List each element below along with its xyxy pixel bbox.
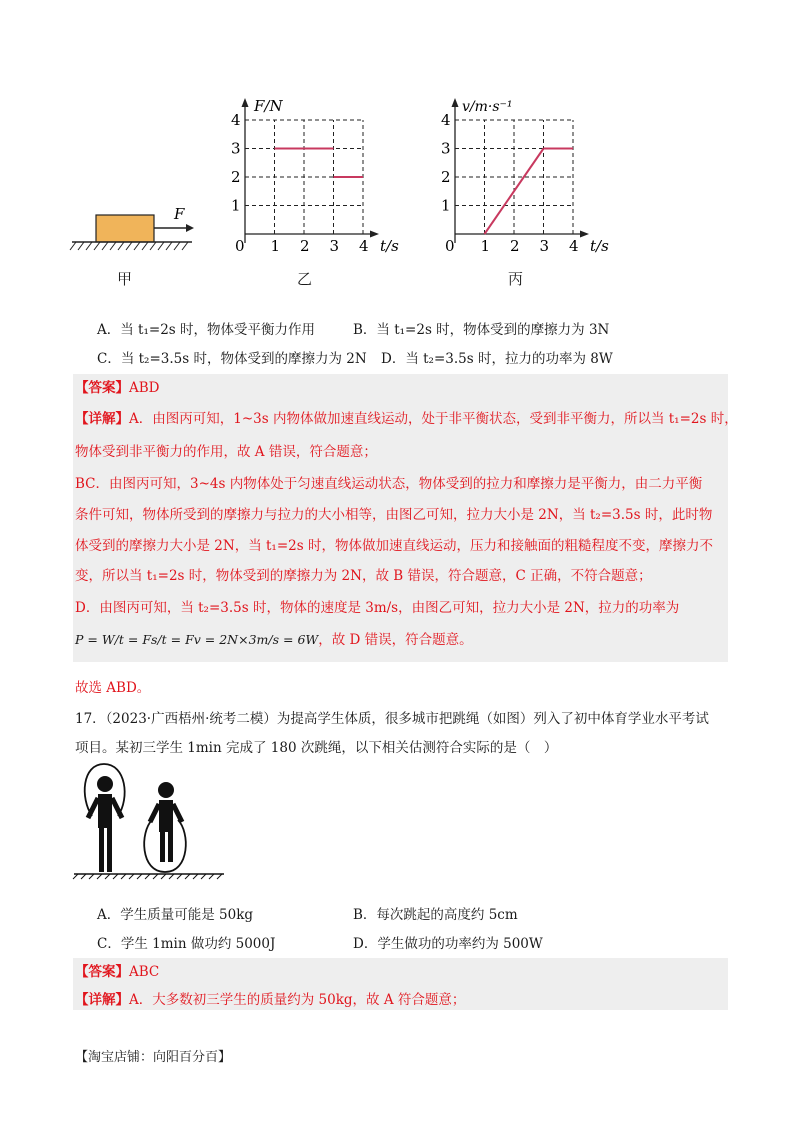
x-tick-label: 4 (359, 237, 369, 255)
x-tick-label: 1 (270, 237, 281, 255)
x-tick-label: 3 (329, 237, 340, 255)
q16-detail-line-7: D．由图丙可知，当 t₂=3.5s 时，物体的速度是 3m/s，由图乙可知，拉力大小是 2N，拉力的功率为 (75, 600, 680, 616)
leg-right-a (160, 832, 165, 862)
q16-option-a: A．当 t₁=2s 时，物体受平衡力作用 (97, 322, 315, 338)
leg-right-b (168, 832, 173, 862)
arm-right-a (150, 804, 159, 822)
leg-left-a (99, 828, 104, 872)
y-tick-label: 3 (231, 139, 241, 158)
ground-hatch (70, 242, 188, 250)
q16-answer (75, 376, 160, 396)
x-tick-label: 4 (569, 237, 579, 255)
x-tick-label: 2 (300, 237, 310, 255)
q16-detail-line-6: 变，所以当 t₁=2s 时，物体受到的摩擦力为 2N，故 B 错误，符合题意，C 正确，不符合题意； (75, 568, 652, 584)
y-tick-label: 2 (231, 168, 241, 186)
x-tick-label: 3 (539, 237, 550, 255)
q16-formula-line (75, 628, 473, 648)
figure-yi-caption: 乙 (297, 270, 313, 288)
q17-option-d: D．学生做功的功率约为 500W (353, 936, 543, 952)
q16-detail-line-3: BC．由图丙可知，3~4s 内物体处于匀速直线运动状态，物体受到的拉力和摩擦力是平衡力，由二力平衡 (75, 476, 703, 492)
arm-right-b (173, 804, 182, 822)
y-tick-label: 4 (441, 111, 451, 129)
y-axis-arrow-icon (452, 98, 459, 107)
y-tick-label: 1 (441, 196, 451, 215)
head-left (97, 776, 113, 792)
answer-value: ABC (129, 964, 160, 980)
q16-option-d: D．当 t₂=3.5s 时，拉力的功率为 8W (381, 351, 613, 367)
leg-left-b (107, 828, 112, 872)
answer-value: ABD (129, 380, 160, 396)
q17-option-a: A．学生质量可能是 50kg (97, 907, 254, 923)
x-tick-label: 0 (445, 237, 455, 255)
detail-text: A．大多数初三学生的质量约为 50kg，故 A 符合题意； (129, 992, 466, 1008)
q17-stem-line-2: 项目。某初三学生 1min 完成了 180 次跳绳，以下相关估测符合实际的是（ ） (75, 740, 558, 756)
head-right (158, 782, 174, 798)
x-tick-label: 0 (235, 237, 245, 255)
detail-tag: 【详解】 (75, 411, 129, 427)
grid (455, 120, 573, 234)
answer-tag: 【答案】 (75, 380, 129, 396)
figure-jia-caption: 甲 (117, 270, 133, 288)
figure-bing-chart (438, 95, 623, 260)
q17-stem-line-1: 17．（2023·广西梧州·统考二模）为提高学生体质，很多城市把跳绳（如图）列入了初中体育学业水平考试 (75, 711, 709, 727)
footer-shop-label: 【淘宝店铺：向阳百分百】 (75, 1050, 232, 1065)
detail-text: A．由图丙可知，1~3s 内物体做加速直线运动，处于非平衡状态，受到非平衡力，所以当 t₁=2s 时， (129, 411, 738, 427)
figure-yi-chart (228, 95, 413, 260)
q16-detail-line-2: 物体受到非平衡力的作用，故 A 错误，符合题意； (75, 444, 377, 460)
arm-left-b (112, 798, 122, 818)
formula-tail: ，故 D 错误，符合题意。 (318, 632, 473, 648)
q17-answer (75, 960, 159, 980)
x-axis-label: t/s (590, 237, 609, 255)
x-axis-arrow-icon (370, 231, 379, 238)
y-axis-arrow-icon (242, 98, 249, 107)
q16-option-b: B．当 t₁=2s 时，物体受到的摩擦力为 3N (353, 322, 610, 338)
y-axis-label: v/m·s⁻¹ (462, 99, 513, 115)
x-axis-arrow-icon (580, 231, 589, 238)
y-tick-label: 3 (441, 139, 451, 158)
q17-option-c: C．学生 1min 做功约 5000J (97, 936, 276, 952)
figure-jia (60, 195, 210, 290)
q16-detail-line-4: 条件可知，物体所受到的摩擦力与拉力的大小相等，由图乙可知，拉力大小是 2N，当 t₂=3.5s 时，此时物 (75, 507, 713, 523)
power-formula: P = W/t = Fs/t = Fv = 2N×3m/s = 6W (75, 632, 319, 647)
ground-hatch (73, 874, 222, 879)
x-tick-label: 2 (510, 237, 520, 255)
x-axis-label: t/s (380, 237, 399, 255)
q16-detail-line-1 (75, 407, 738, 427)
q16-option-c: C．当 t₂=3.5s 时，物体受到的摩擦力为 2N (97, 351, 367, 367)
jump-rope-illustration (70, 758, 230, 880)
x-tick-label: 1 (480, 237, 491, 255)
force-label: F (174, 205, 185, 223)
arm-left-a (88, 798, 98, 818)
q16-conclusion: 故选 ABD。 (75, 680, 151, 696)
body-right (159, 800, 173, 832)
y-tick-label: 4 (231, 111, 241, 129)
q16-detail-line-5: 体受到的摩擦力大小是 2N，当 t₁=2s 时，物体做加速直线运动，压力和接触面的粗糙程度不变，摩擦力不 (75, 538, 713, 554)
y-tick-label: 2 (441, 168, 451, 186)
q17-option-b: B．每次跳起的高度约 5cm (353, 907, 518, 923)
y-axis-label: F/N (254, 97, 283, 115)
figure-bing-caption: 丙 (508, 270, 524, 288)
answer-tag: 【答案】 (75, 964, 129, 980)
arrow-head-icon (186, 224, 194, 232)
block (96, 215, 154, 242)
detail-tag: 【详解】 (75, 992, 129, 1008)
q17-detail (75, 988, 465, 1008)
y-tick-label: 1 (231, 196, 241, 215)
